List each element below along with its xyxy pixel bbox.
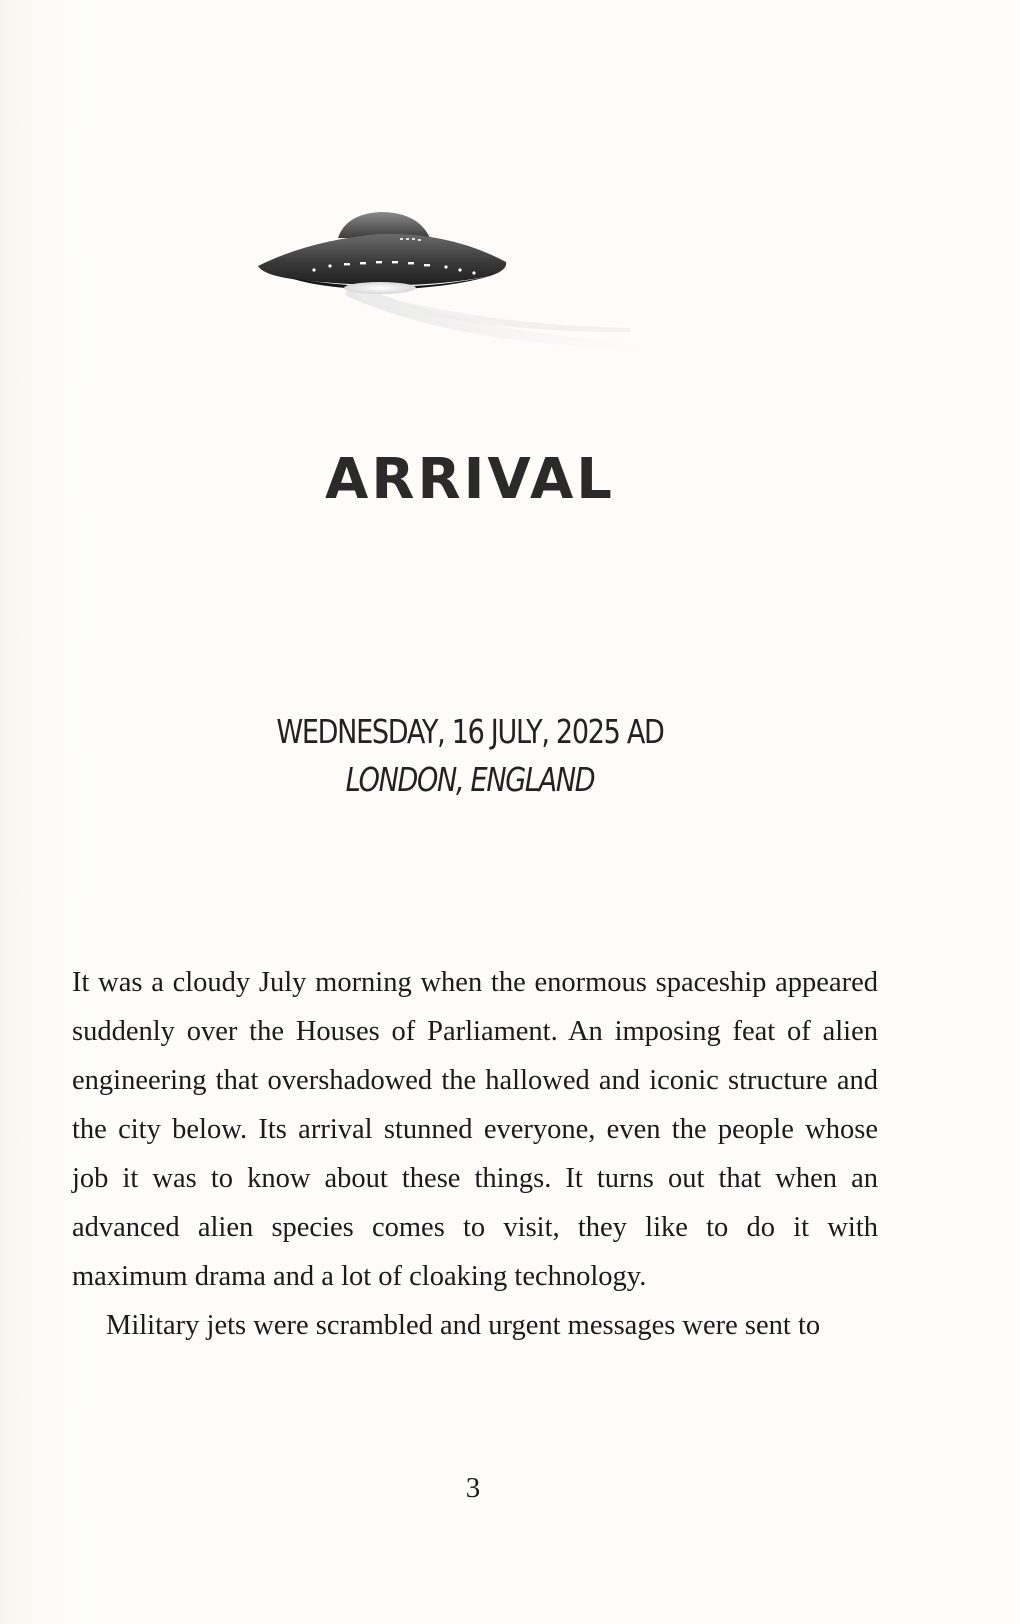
chapter-dateline: WEDNESDAY, 16 JULY, 2025 AD xyxy=(276,712,664,751)
page-number: 3 xyxy=(465,1472,481,1504)
chapter-location: LONDON, ENGLAND xyxy=(345,760,595,799)
chapter-title: ARRIVAL xyxy=(325,447,615,512)
paragraph: Military jets were scrambled and urgent messages were sent to xyxy=(106,1310,821,1341)
body-text xyxy=(72,958,878,1350)
paragraph: It was a cloudy July morning when the enormous spaceship appeared suddenly over the Houses of Parliament. An imposing feat of alien engineering that overshadowed the hallowed and iconic structure and the city below. Its arrival stunned everyone, even the people whose job it was to know about these things. It turns out that when an advanced alien species comes to visit, they like to do it with maximum drama and a lot of cloaking technology. xyxy=(72,967,878,1292)
flying-saucer-icon xyxy=(250,200,680,360)
